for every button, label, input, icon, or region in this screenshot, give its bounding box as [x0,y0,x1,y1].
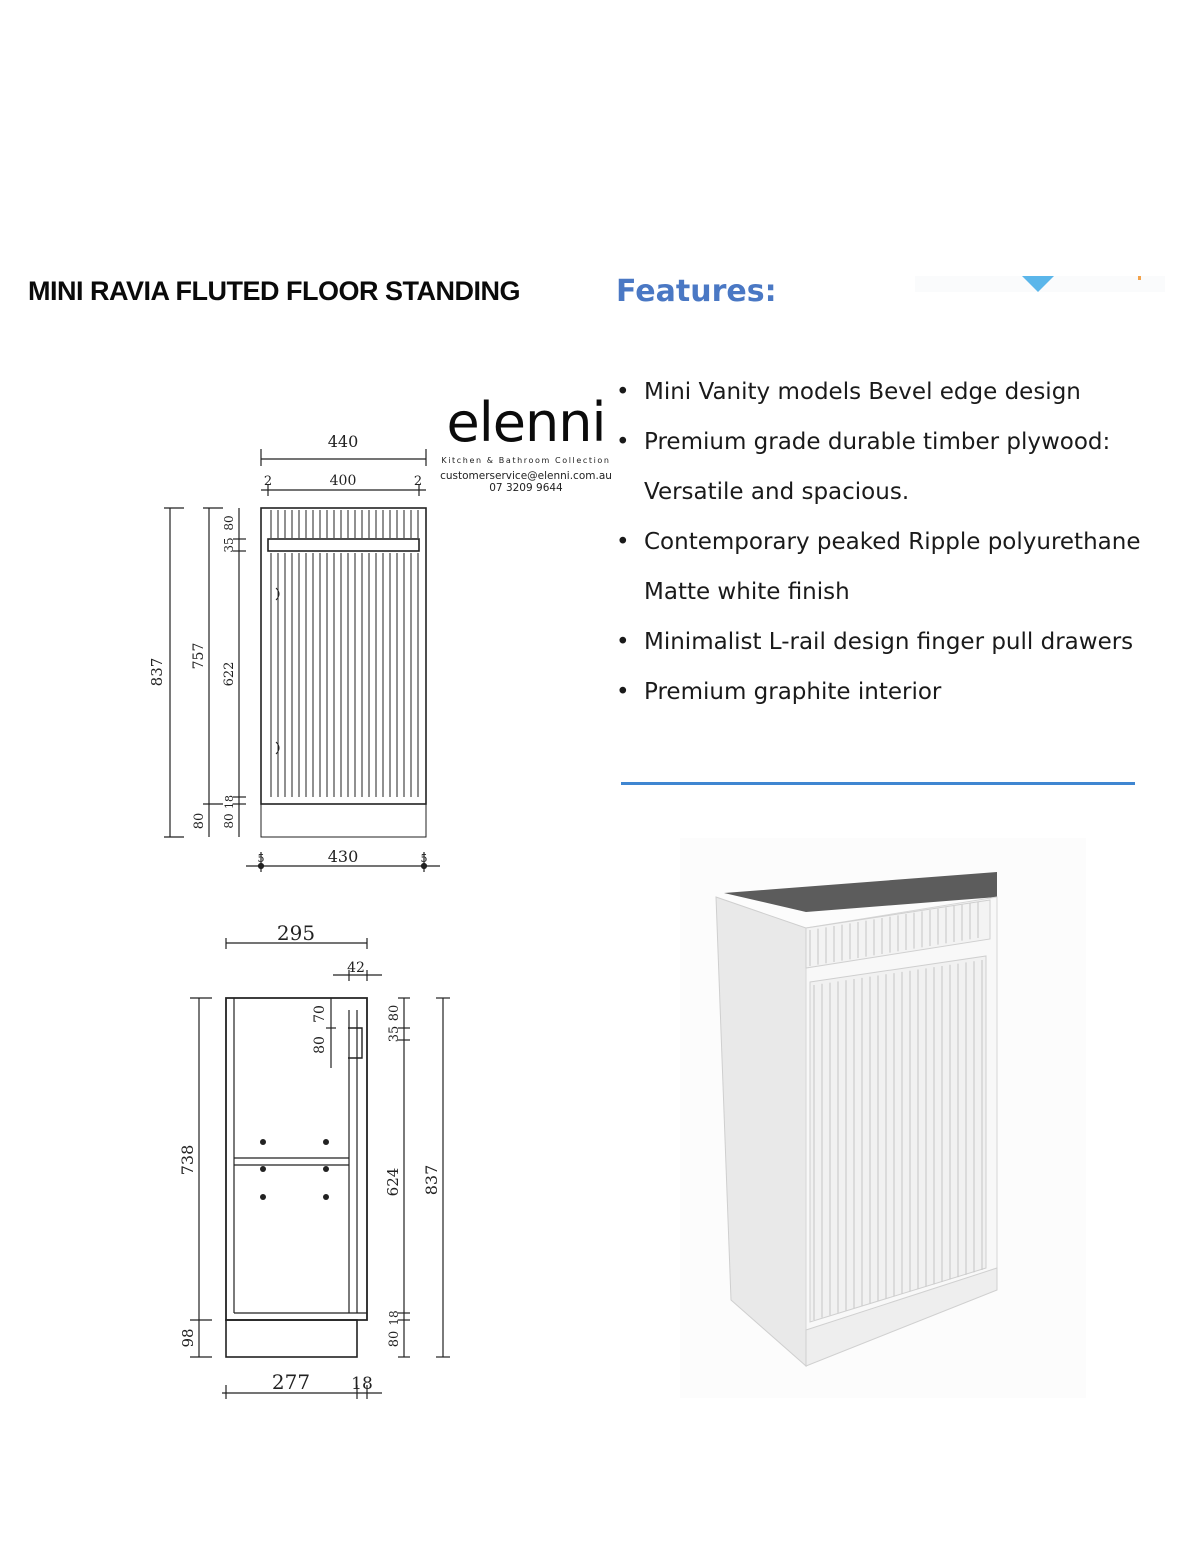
dim-front-inner-width: 400 [329,473,357,489]
dim-side-drawer-height: 80 [387,1004,402,1022]
render-door [810,956,986,1322]
dim-front-side-right: 2 [413,474,423,489]
feature-text: Contemporary peaked Ripple polyurethane Matte white finish [644,529,1141,605]
side-dimensions [178,921,450,1399]
dim-side-bottom-gap: 18 [387,1310,401,1326]
front-flutes [271,510,418,797]
dim-side-notch-height: 80 [312,1036,328,1054]
dim-front-overall-height: 837 [148,657,166,687]
dim-side-kick-height: 98 [179,1328,197,1348]
side-carcass-outline [226,998,367,1320]
bullet-icon: • [616,629,630,655]
dim-side-body-height: 738 [178,1144,197,1176]
dim-side-base-return: 18 [351,1374,373,1394]
front-view-drawing [261,508,426,837]
bullet-icon: • [616,429,630,455]
logo-tagline: Kitchen & Bathroom Collection [441,456,611,465]
dim-side-overall-depth: 295 [276,921,316,945]
shelf-pin-holes [260,1139,329,1200]
feature-text: Premium graphite interior [644,679,942,705]
dim-front-plinth-width: 430 [327,847,359,866]
front-dimensions [148,432,440,872]
front-cabinet-outline [261,508,426,804]
feature-text: Premium grade durable timber plywood: Versatile and spacious. [644,429,1111,505]
dim-front-side-left: 2 [263,474,273,489]
feature-text: Minimalist L-rail design finger pull drawers [644,629,1134,655]
logo-wordmark: elenni [446,391,606,454]
dim-front-drawer-height: 80 [222,515,236,531]
bullet-icon: • [616,529,630,555]
dim-side-door-height: 624 [384,1167,402,1197]
dim-front-plinth-height-b: 80 [222,813,236,829]
bullet-icon: • [616,679,630,705]
dim-front-plinth-inset-left: 5 [257,852,265,865]
dim-side-base-depth: 277 [271,1370,311,1394]
dim-front-door-height: 622 [222,661,237,687]
bullet-icon: • [616,379,630,405]
contact-phone: 07 3209 9644 [489,482,563,494]
front-rail [268,539,419,551]
contact-email: customerservice@elenni.com.au [440,470,612,482]
finger-pull-notch [348,1028,362,1058]
dim-front-bottom-gap: 18 [223,795,236,809]
dim-front-overall-width: 440 [327,432,359,451]
features-heading: Features: [616,274,777,309]
dim-side-rail-height: 35 [387,1025,402,1043]
side-plinth [226,1320,357,1357]
dim-side-front-return: 42 [347,960,365,976]
feature-text: Mini Vanity models Bevel edge design [644,379,1081,405]
front-plinth [261,804,426,837]
dim-side-overall-height: 837 [422,1164,441,1196]
dim-front-plinth-height: 80 [192,812,207,830]
dim-front-rail-height: 35 [222,537,236,553]
dim-front-body-height: 757 [191,642,207,670]
dim-front-plinth-inset-right: 5 [420,852,428,865]
product-title: MINI RAVIA FLUTED FLOOR STANDING [28,276,520,306]
side-view-drawing [226,998,367,1357]
dim-side-plinth-height: 80 [387,1330,402,1348]
dim-side-top-offset: 70 [312,1005,328,1023]
product-render [680,838,1086,1398]
